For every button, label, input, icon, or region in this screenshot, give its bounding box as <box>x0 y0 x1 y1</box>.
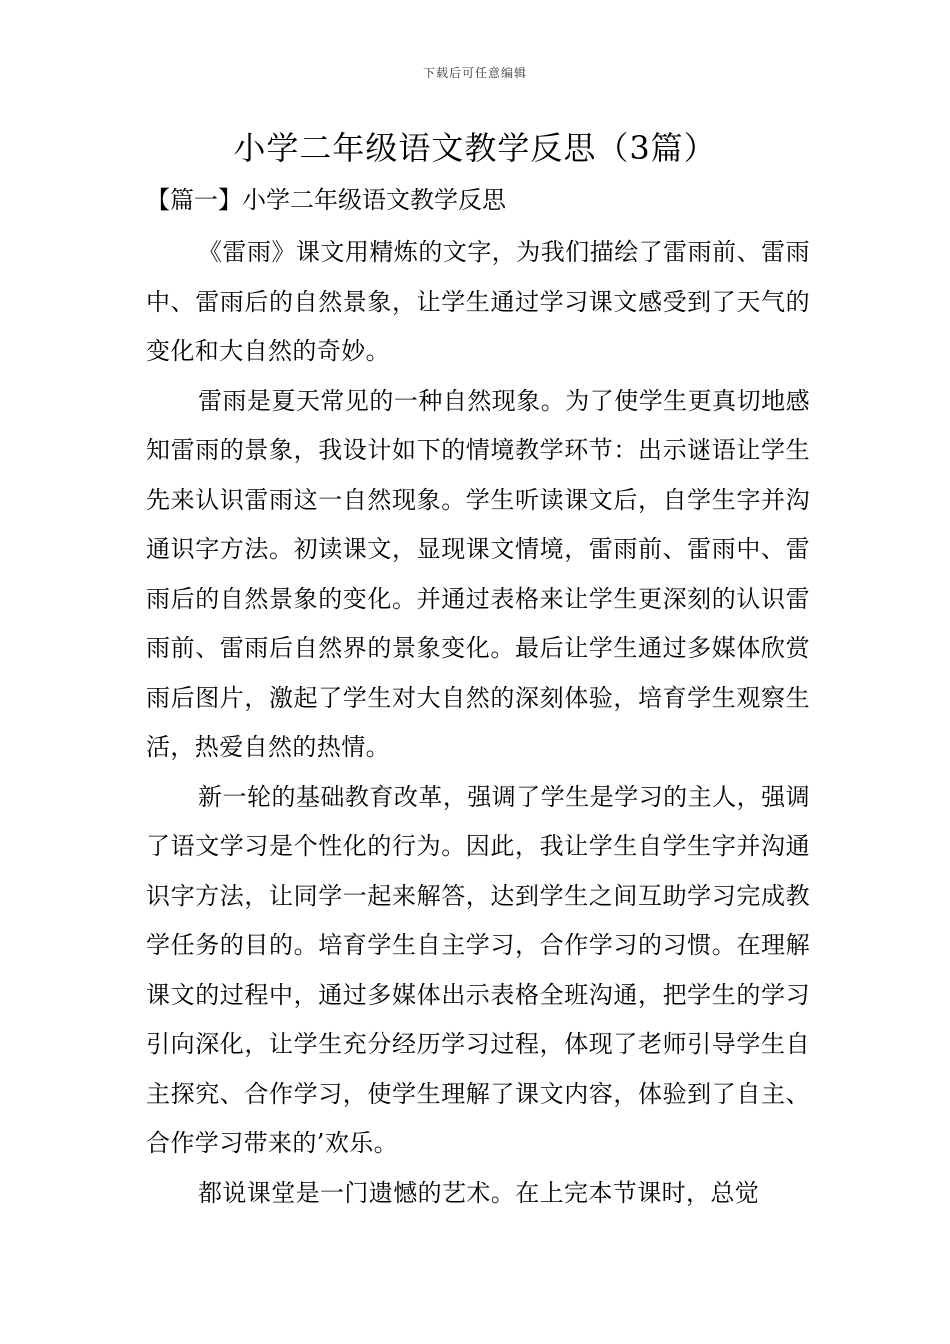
paragraph-2: 雷雨是夏天常见的一种自然现象。为了使学生更真切地感知雷雨的景象，我设计如下的情境教学环节：出示谜语让学生先来认识雷雨这一自然现象。学生听读课文后，自学生字并沟通识字方法。初读课文，显现课文情境，雷雨前、雷雨中、雷雨后的自然景象的变化。并通过表格来让学生更深刻的认识雷雨前、雷雨后自然界的景象变化。最后让学生通过多媒体欣赏雨后图片，激起了学生对大自然的深刻体验，培育学生观察生活，热爱自然的热情。 <box>146 386 810 761</box>
header-note: 下载后可任意编辑 <box>422 66 527 80</box>
paragraph-1: 《雷雨》课文用精炼的文字，为我们描绘了雷雨前、雷雨中、雷雨后的自然景象，让学生通过学习课文感受到了天气的变化和大自然的奇妙。 <box>146 238 810 365</box>
document-title: 小学二年级语文教学反思（3篇） <box>233 129 717 167</box>
section-heading: 【篇一】小学二年级语文教学反思 <box>146 186 506 214</box>
paragraph-4: 都说课堂是一门遗憾的艺术。在上完本节课时，总觉 <box>198 1178 760 1207</box>
paragraph-3: 新一轮的基础教育改革，强调了学生是学习的主人，强调了语文学习是个性化的行为。因此，我让学生自学生字并沟通识字方法，让同学一起来解答，达到学生之间互助学习完成教学任务的目的。培育学生自主学习，合作学习的习惯。在理解课文的过程中，通过多媒体出示表格全班沟通，把学生的学习引向深化，让学生充分经历学习过程，体现了老师引导学生自主探究、合作学习，使学生理解了课文内容，体验到了自主、合作学习带来的’欢乐。 <box>146 782 810 1157</box>
document-body <box>146 176 810 1218</box>
